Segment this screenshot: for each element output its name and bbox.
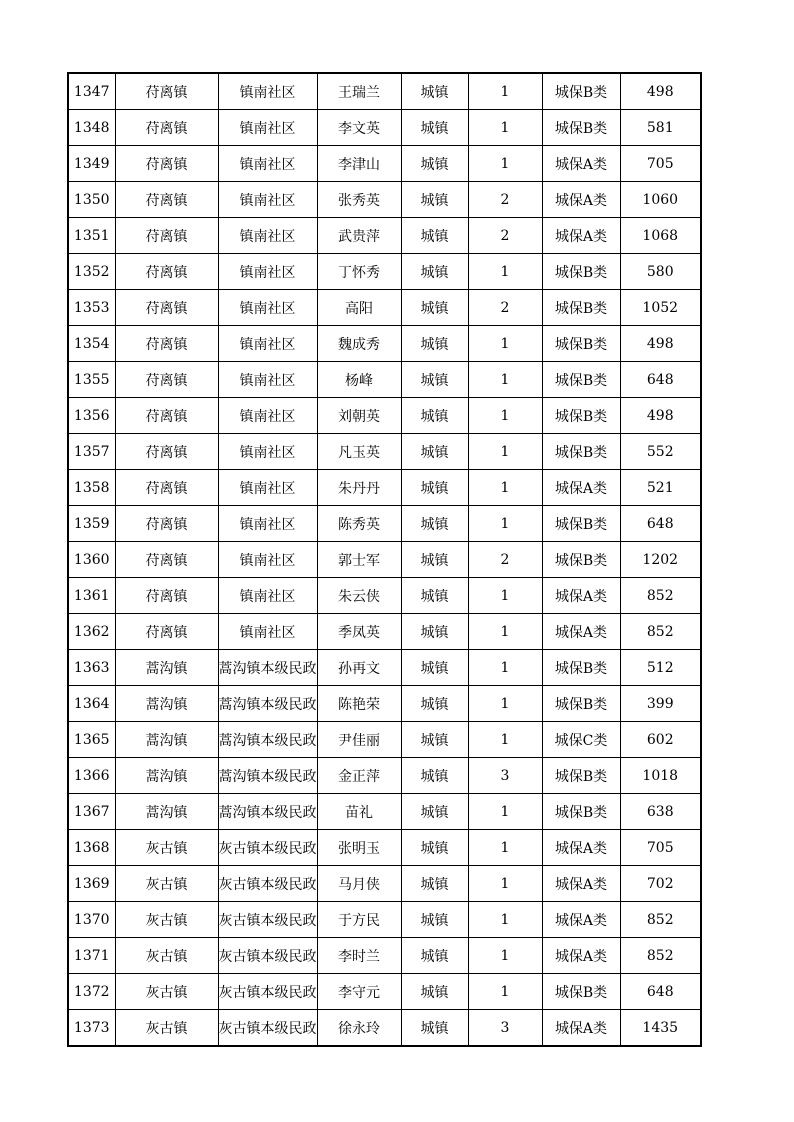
table-row bbox=[68, 542, 701, 578]
table-row bbox=[68, 146, 701, 182]
category-cell: 城保B类 bbox=[542, 974, 620, 1010]
row-number-cell: 1367 bbox=[68, 794, 115, 830]
person-name-cell: 徐永玲 bbox=[317, 1010, 401, 1047]
row-number-cell: 1365 bbox=[68, 722, 115, 758]
row-number-cell: 1360 bbox=[68, 542, 115, 578]
row-number-cell: 1363 bbox=[68, 650, 115, 686]
table-row bbox=[68, 73, 701, 110]
household-count-cell: 1 bbox=[468, 146, 542, 182]
category-cell: 城保B类 bbox=[542, 686, 620, 722]
household-count-cell: 1 bbox=[468, 866, 542, 902]
community-cell: 镇南社区 bbox=[218, 470, 317, 506]
category-cell: 城保A类 bbox=[542, 938, 620, 974]
row-number-cell: 1357 bbox=[68, 434, 115, 470]
community-cell: 镇南社区 bbox=[218, 326, 317, 362]
person-name-cell: 武贵萍 bbox=[317, 218, 401, 254]
category-cell: 城保B类 bbox=[542, 434, 620, 470]
person-name-cell: 杨峰 bbox=[317, 362, 401, 398]
category-cell: 城保B类 bbox=[542, 254, 620, 290]
community-cell: 灰古镇本级民政 bbox=[218, 1010, 317, 1047]
person-name-cell: 王瑞兰 bbox=[317, 73, 401, 110]
community-cell: 蒿沟镇本级民政 bbox=[218, 758, 317, 794]
table-row bbox=[68, 866, 701, 902]
household-count-cell: 1 bbox=[468, 902, 542, 938]
person-name-cell: 尹佳丽 bbox=[317, 722, 401, 758]
person-name-cell: 陈艳荣 bbox=[317, 686, 401, 722]
category-cell: 城保B类 bbox=[542, 506, 620, 542]
household-count-cell: 1 bbox=[468, 686, 542, 722]
table-row bbox=[68, 110, 701, 146]
person-name-cell: 孙再文 bbox=[317, 650, 401, 686]
town-cell: 苻离镇 bbox=[115, 506, 218, 542]
area-type-cell: 城镇 bbox=[401, 758, 468, 794]
amount-cell: 521 bbox=[620, 470, 701, 506]
row-number-cell: 1368 bbox=[68, 830, 115, 866]
town-cell: 灰古镇 bbox=[115, 830, 218, 866]
area-type-cell: 城镇 bbox=[401, 1010, 468, 1047]
town-cell: 苻离镇 bbox=[115, 290, 218, 326]
table-row bbox=[68, 398, 701, 434]
category-cell: 城保A类 bbox=[542, 1010, 620, 1047]
category-cell: 城保A类 bbox=[542, 866, 620, 902]
row-number-cell: 1366 bbox=[68, 758, 115, 794]
category-cell: 城保B类 bbox=[542, 290, 620, 326]
amount-cell: 702 bbox=[620, 866, 701, 902]
row-number-cell: 1352 bbox=[68, 254, 115, 290]
area-type-cell: 城镇 bbox=[401, 578, 468, 614]
community-cell: 蒿沟镇本级民政 bbox=[218, 650, 317, 686]
row-number-cell: 1351 bbox=[68, 218, 115, 254]
table-row bbox=[68, 722, 701, 758]
community-cell: 镇南社区 bbox=[218, 362, 317, 398]
person-name-cell: 高阳 bbox=[317, 290, 401, 326]
category-cell: 城保B类 bbox=[542, 650, 620, 686]
community-cell: 灰古镇本级民政 bbox=[218, 830, 317, 866]
town-cell: 蒿沟镇 bbox=[115, 650, 218, 686]
amount-cell: 1060 bbox=[620, 182, 701, 218]
area-type-cell: 城镇 bbox=[401, 722, 468, 758]
person-name-cell: 魏成秀 bbox=[317, 326, 401, 362]
table-row bbox=[68, 938, 701, 974]
area-type-cell: 城镇 bbox=[401, 794, 468, 830]
category-cell: 城保A类 bbox=[542, 578, 620, 614]
table-row bbox=[68, 614, 701, 650]
person-name-cell: 李守元 bbox=[317, 974, 401, 1010]
amount-cell: 1018 bbox=[620, 758, 701, 794]
town-cell: 苻离镇 bbox=[115, 110, 218, 146]
area-type-cell: 城镇 bbox=[401, 362, 468, 398]
category-cell: 城保B类 bbox=[542, 73, 620, 110]
category-cell: 城保B类 bbox=[542, 542, 620, 578]
household-count-cell: 2 bbox=[468, 218, 542, 254]
category-cell: 城保A类 bbox=[542, 470, 620, 506]
table-row bbox=[68, 794, 701, 830]
household-count-cell: 2 bbox=[468, 290, 542, 326]
area-type-cell: 城镇 bbox=[401, 398, 468, 434]
household-count-cell: 1 bbox=[468, 614, 542, 650]
area-type-cell: 城镇 bbox=[401, 974, 468, 1010]
row-number-cell: 1364 bbox=[68, 686, 115, 722]
town-cell: 灰古镇 bbox=[115, 902, 218, 938]
area-type-cell: 城镇 bbox=[401, 614, 468, 650]
category-cell: 城保B类 bbox=[542, 110, 620, 146]
amount-cell: 498 bbox=[620, 398, 701, 434]
amount-cell: 648 bbox=[620, 506, 701, 542]
community-cell: 镇南社区 bbox=[218, 73, 317, 110]
community-cell: 镇南社区 bbox=[218, 434, 317, 470]
area-type-cell: 城镇 bbox=[401, 830, 468, 866]
table-row bbox=[68, 758, 701, 794]
town-cell: 苻离镇 bbox=[115, 73, 218, 110]
area-type-cell: 城镇 bbox=[401, 470, 468, 506]
community-cell: 镇南社区 bbox=[218, 110, 317, 146]
person-name-cell: 李时兰 bbox=[317, 938, 401, 974]
amount-cell: 498 bbox=[620, 326, 701, 362]
row-number-cell: 1362 bbox=[68, 614, 115, 650]
town-cell: 苻离镇 bbox=[115, 146, 218, 182]
person-name-cell: 刘朝英 bbox=[317, 398, 401, 434]
town-cell: 苻离镇 bbox=[115, 362, 218, 398]
row-number-cell: 1359 bbox=[68, 506, 115, 542]
area-type-cell: 城镇 bbox=[401, 542, 468, 578]
town-cell: 苻离镇 bbox=[115, 578, 218, 614]
amount-cell: 512 bbox=[620, 650, 701, 686]
household-count-cell: 1 bbox=[468, 434, 542, 470]
row-number-cell: 1353 bbox=[68, 290, 115, 326]
amount-cell: 705 bbox=[620, 830, 701, 866]
amount-cell: 1052 bbox=[620, 290, 701, 326]
amount-cell: 852 bbox=[620, 902, 701, 938]
household-count-cell: 1 bbox=[468, 470, 542, 506]
person-name-cell: 朱云侠 bbox=[317, 578, 401, 614]
table-body bbox=[68, 73, 701, 1046]
amount-cell: 705 bbox=[620, 146, 701, 182]
person-name-cell: 李津山 bbox=[317, 146, 401, 182]
area-type-cell: 城镇 bbox=[401, 434, 468, 470]
row-number-cell: 1361 bbox=[68, 578, 115, 614]
table-row bbox=[68, 434, 701, 470]
table-row bbox=[68, 1010, 701, 1047]
amount-cell: 852 bbox=[620, 614, 701, 650]
category-cell: 城保C类 bbox=[542, 722, 620, 758]
community-cell: 灰古镇本级民政 bbox=[218, 974, 317, 1010]
amount-cell: 580 bbox=[620, 254, 701, 290]
area-type-cell: 城镇 bbox=[401, 902, 468, 938]
community-cell: 镇南社区 bbox=[218, 146, 317, 182]
amount-cell: 1435 bbox=[620, 1010, 701, 1047]
row-number-cell: 1371 bbox=[68, 938, 115, 974]
household-count-cell: 3 bbox=[468, 1010, 542, 1047]
area-type-cell: 城镇 bbox=[401, 938, 468, 974]
amount-cell: 498 bbox=[620, 73, 701, 110]
town-cell: 灰古镇 bbox=[115, 1010, 218, 1047]
household-count-cell: 1 bbox=[468, 650, 542, 686]
community-cell: 灰古镇本级民政 bbox=[218, 866, 317, 902]
table-row bbox=[68, 290, 701, 326]
table-row bbox=[68, 182, 701, 218]
person-name-cell: 苗礼 bbox=[317, 794, 401, 830]
row-number-cell: 1349 bbox=[68, 146, 115, 182]
community-cell: 镇南社区 bbox=[218, 290, 317, 326]
table-row bbox=[68, 506, 701, 542]
household-count-cell: 1 bbox=[468, 938, 542, 974]
town-cell: 苻离镇 bbox=[115, 398, 218, 434]
person-name-cell: 李文英 bbox=[317, 110, 401, 146]
amount-cell: 648 bbox=[620, 362, 701, 398]
household-count-cell: 1 bbox=[468, 722, 542, 758]
community-cell: 蒿沟镇本级民政 bbox=[218, 794, 317, 830]
community-cell: 镇南社区 bbox=[218, 614, 317, 650]
amount-cell: 399 bbox=[620, 686, 701, 722]
area-type-cell: 城镇 bbox=[401, 182, 468, 218]
person-name-cell: 陈秀英 bbox=[317, 506, 401, 542]
area-type-cell: 城镇 bbox=[401, 110, 468, 146]
person-name-cell: 张明玉 bbox=[317, 830, 401, 866]
row-number-cell: 1369 bbox=[68, 866, 115, 902]
table-row bbox=[68, 650, 701, 686]
row-number-cell: 1354 bbox=[68, 326, 115, 362]
row-number-cell: 1348 bbox=[68, 110, 115, 146]
town-cell: 蒿沟镇 bbox=[115, 794, 218, 830]
category-cell: 城保A类 bbox=[542, 830, 620, 866]
town-cell: 苻离镇 bbox=[115, 470, 218, 506]
row-number-cell: 1358 bbox=[68, 470, 115, 506]
person-name-cell: 金正萍 bbox=[317, 758, 401, 794]
town-cell: 蒿沟镇 bbox=[115, 758, 218, 794]
category-cell: 城保A类 bbox=[542, 182, 620, 218]
table-row bbox=[68, 326, 701, 362]
community-cell: 镇南社区 bbox=[218, 182, 317, 218]
community-cell: 镇南社区 bbox=[218, 506, 317, 542]
community-cell: 镇南社区 bbox=[218, 542, 317, 578]
community-cell: 镇南社区 bbox=[218, 578, 317, 614]
household-count-cell: 2 bbox=[468, 542, 542, 578]
area-type-cell: 城镇 bbox=[401, 326, 468, 362]
table-row bbox=[68, 974, 701, 1010]
town-cell: 灰古镇 bbox=[115, 938, 218, 974]
area-type-cell: 城镇 bbox=[401, 73, 468, 110]
town-cell: 苻离镇 bbox=[115, 614, 218, 650]
data-table bbox=[67, 72, 702, 1047]
amount-cell: 852 bbox=[620, 578, 701, 614]
town-cell: 苻离镇 bbox=[115, 254, 218, 290]
amount-cell: 1068 bbox=[620, 218, 701, 254]
amount-cell: 552 bbox=[620, 434, 701, 470]
community-cell: 灰古镇本级民政 bbox=[218, 902, 317, 938]
household-count-cell: 1 bbox=[468, 398, 542, 434]
row-number-cell: 1355 bbox=[68, 362, 115, 398]
household-count-cell: 1 bbox=[468, 110, 542, 146]
household-count-cell: 1 bbox=[468, 578, 542, 614]
person-name-cell: 马月侠 bbox=[317, 866, 401, 902]
category-cell: 城保B类 bbox=[542, 398, 620, 434]
community-cell: 蒿沟镇本级民政 bbox=[218, 722, 317, 758]
community-cell: 镇南社区 bbox=[218, 398, 317, 434]
row-number-cell: 1373 bbox=[68, 1010, 115, 1047]
row-number-cell: 1372 bbox=[68, 974, 115, 1010]
town-cell: 苻离镇 bbox=[115, 182, 218, 218]
table-row bbox=[68, 218, 701, 254]
area-type-cell: 城镇 bbox=[401, 650, 468, 686]
category-cell: 城保A类 bbox=[542, 614, 620, 650]
area-type-cell: 城镇 bbox=[401, 254, 468, 290]
table-row bbox=[68, 902, 701, 938]
row-number-cell: 1347 bbox=[68, 73, 115, 110]
amount-cell: 1202 bbox=[620, 542, 701, 578]
amount-cell: 852 bbox=[620, 938, 701, 974]
table-row bbox=[68, 686, 701, 722]
area-type-cell: 城镇 bbox=[401, 686, 468, 722]
household-count-cell: 1 bbox=[468, 254, 542, 290]
household-count-cell: 1 bbox=[468, 326, 542, 362]
household-count-cell: 1 bbox=[468, 974, 542, 1010]
person-name-cell: 于方民 bbox=[317, 902, 401, 938]
category-cell: 城保B类 bbox=[542, 758, 620, 794]
table-row bbox=[68, 830, 701, 866]
table-row bbox=[68, 470, 701, 506]
person-name-cell: 季凤英 bbox=[317, 614, 401, 650]
row-number-cell: 1370 bbox=[68, 902, 115, 938]
category-cell: 城保B类 bbox=[542, 794, 620, 830]
area-type-cell: 城镇 bbox=[401, 218, 468, 254]
category-cell: 城保B类 bbox=[542, 362, 620, 398]
town-cell: 苻离镇 bbox=[115, 326, 218, 362]
community-cell: 镇南社区 bbox=[218, 254, 317, 290]
row-number-cell: 1350 bbox=[68, 182, 115, 218]
community-cell: 蒿沟镇本级民政 bbox=[218, 686, 317, 722]
person-name-cell: 丁怀秀 bbox=[317, 254, 401, 290]
area-type-cell: 城镇 bbox=[401, 146, 468, 182]
area-type-cell: 城镇 bbox=[401, 506, 468, 542]
town-cell: 苻离镇 bbox=[115, 434, 218, 470]
household-count-cell: 1 bbox=[468, 73, 542, 110]
town-cell: 灰古镇 bbox=[115, 974, 218, 1010]
town-cell: 灰古镇 bbox=[115, 866, 218, 902]
household-count-cell: 1 bbox=[468, 362, 542, 398]
category-cell: 城保A类 bbox=[542, 218, 620, 254]
person-name-cell: 朱丹丹 bbox=[317, 470, 401, 506]
amount-cell: 581 bbox=[620, 110, 701, 146]
town-cell: 蒿沟镇 bbox=[115, 686, 218, 722]
household-count-cell: 1 bbox=[468, 506, 542, 542]
person-name-cell: 郭士军 bbox=[317, 542, 401, 578]
category-cell: 城保A类 bbox=[542, 902, 620, 938]
town-cell: 蒿沟镇 bbox=[115, 722, 218, 758]
household-count-cell: 3 bbox=[468, 758, 542, 794]
household-count-cell: 1 bbox=[468, 830, 542, 866]
area-type-cell: 城镇 bbox=[401, 290, 468, 326]
amount-cell: 648 bbox=[620, 974, 701, 1010]
row-number-cell: 1356 bbox=[68, 398, 115, 434]
household-count-cell: 1 bbox=[468, 794, 542, 830]
category-cell: 城保A类 bbox=[542, 146, 620, 182]
household-count-cell: 2 bbox=[468, 182, 542, 218]
table-row bbox=[68, 362, 701, 398]
table-row bbox=[68, 578, 701, 614]
person-name-cell: 凡玉英 bbox=[317, 434, 401, 470]
amount-cell: 602 bbox=[620, 722, 701, 758]
community-cell: 灰古镇本级民政 bbox=[218, 938, 317, 974]
area-type-cell: 城镇 bbox=[401, 866, 468, 902]
town-cell: 苻离镇 bbox=[115, 542, 218, 578]
amount-cell: 638 bbox=[620, 794, 701, 830]
community-cell: 镇南社区 bbox=[218, 218, 317, 254]
table-row bbox=[68, 254, 701, 290]
category-cell: 城保B类 bbox=[542, 326, 620, 362]
person-name-cell: 张秀英 bbox=[317, 182, 401, 218]
town-cell: 苻离镇 bbox=[115, 218, 218, 254]
